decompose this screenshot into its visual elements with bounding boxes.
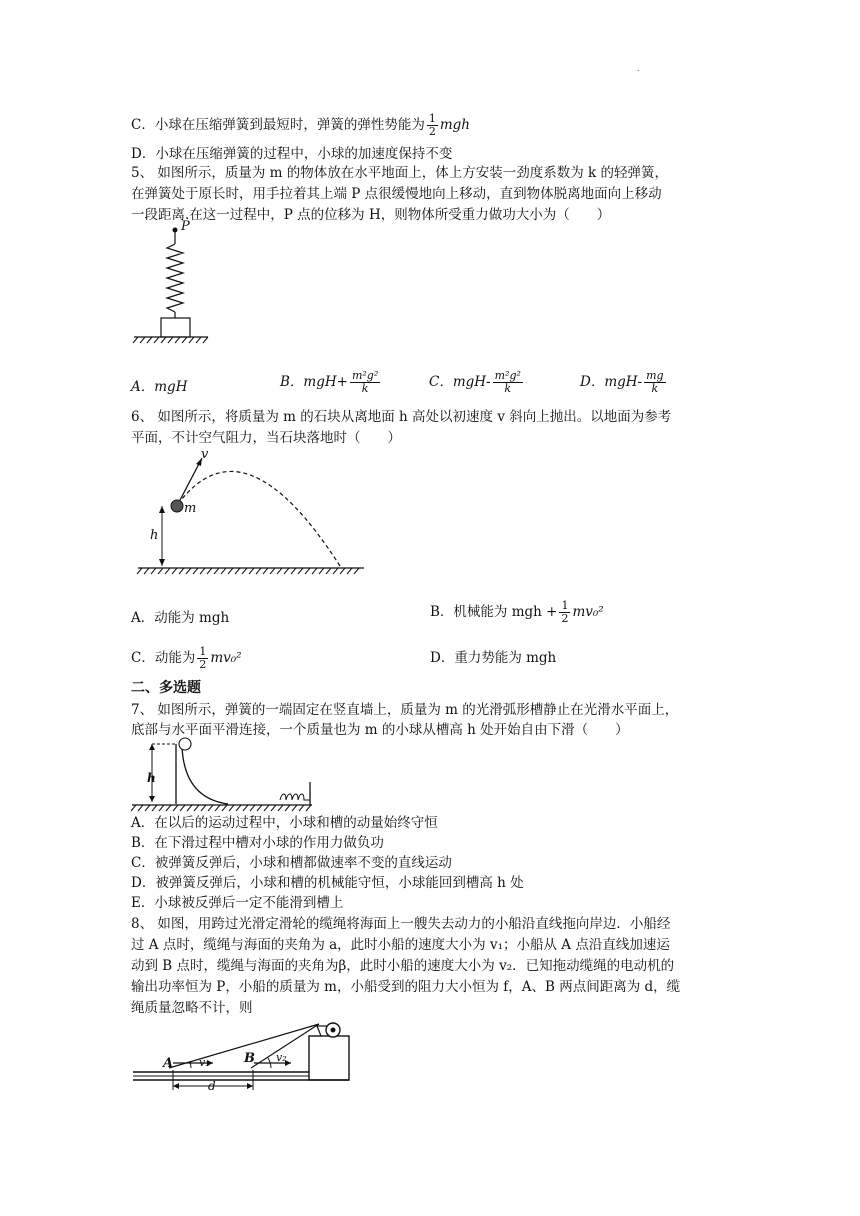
ground-hatch-line xyxy=(235,568,240,574)
q4-option-c-suffix: mgh xyxy=(439,117,470,133)
q7-groove-spring-figure xyxy=(132,738,322,810)
q6-fig-label-h: h xyxy=(150,528,159,543)
q7-option-e: E．小球被反弹后一定不能滑到槽上 xyxy=(131,895,344,911)
ground-hatch-line xyxy=(151,568,156,574)
ground-hatch-line xyxy=(208,805,213,811)
q4-option-c xyxy=(131,113,470,138)
q4-option-d: D．小球在压缩弹簧的过程中，小球的加速度保持不变 xyxy=(131,146,453,162)
ground-hatch-line xyxy=(172,568,177,574)
ground-hatch-line xyxy=(137,568,142,574)
ground-hatch-line xyxy=(291,568,296,574)
q8-stem-line4: 输出功率恒为 P，小船的质量为 m，小船受到的阻力大小恒为 f，A、B 两点间距离为 d，缆 xyxy=(131,979,681,995)
q8-fig-label-d: d xyxy=(208,1079,216,1093)
ground-hatch-line xyxy=(221,568,226,574)
q8-fig-label-a: A xyxy=(163,1056,174,1071)
ground-hatch-line xyxy=(277,568,282,574)
ground-hatch-line xyxy=(243,805,248,811)
ground-hatch-line xyxy=(256,568,261,574)
ground-hatch-line xyxy=(263,568,268,574)
ground-hatch-line xyxy=(201,805,206,811)
q5-stem-line1: 5、 如图所示，质量为 m 的物体放在水平地面上，体上方安装一劲度系数为 k 的轻弹簧， xyxy=(131,165,669,181)
ground-hatch-line xyxy=(340,568,345,574)
q6-stem-line2: 平面，不计空气阻力，当石块落地时（ ） xyxy=(131,430,401,446)
section-heading-multiple-choice: 二、多选题 xyxy=(131,680,201,696)
ground-hatch-line xyxy=(257,805,262,811)
ground-hatch-line xyxy=(319,568,324,574)
ground-hatch-line xyxy=(166,805,171,811)
ground-hatch-line xyxy=(214,568,219,574)
q7-option-d: D．被弹簧反弹后，小球和槽的机械能守恒，小球能回到槽高 h 处 xyxy=(131,875,524,891)
ground-hatch-line xyxy=(236,805,241,811)
q7-stem-line1: 7、 如图所示，弹簧的一端固定在竖直墙上，质量为 m 的光滑弧形槽静止在光滑水平面上， xyxy=(131,702,679,718)
q6-option-a: A．动能为 mgh xyxy=(131,610,230,626)
ground-hatch-line xyxy=(354,568,359,574)
q6-projectile-figure xyxy=(134,446,374,576)
ground-hatch-line xyxy=(271,805,276,811)
ground-hatch-line xyxy=(306,805,311,811)
ground-hatch-line xyxy=(186,568,191,574)
ground-hatch-line xyxy=(250,805,255,811)
ground-hatch-line xyxy=(173,805,178,811)
ground-hatch-line xyxy=(215,805,220,811)
q8-stem-line1: 8、 如图，用跨过光滑定滑轮的缆绳将海面上一艘失去动力的小船沿直线拖向岸边．小船经 xyxy=(131,916,671,932)
ground-hatch-line xyxy=(207,568,212,574)
ground-hatch-line xyxy=(299,805,304,811)
header-mark: . xyxy=(637,64,640,73)
ground-hatch-line xyxy=(347,568,352,574)
ground-hatch-line xyxy=(194,805,199,811)
q5-spring-figure xyxy=(130,222,210,350)
q6-stem-line1: 6、 如图所示，将质量为 m 的石块从离地面 h 高处以初速度 v 斜向上抛出。以地面为参考 xyxy=(131,409,672,425)
q6-option-c: C．动能为 $\frac{1}{2}$ mv₀² xyxy=(131,645,242,671)
ground-hatch-line xyxy=(326,568,331,574)
ground-hatch-line xyxy=(138,805,143,811)
ground-hatch-line xyxy=(144,568,149,574)
q6-fig-label-v: v xyxy=(201,447,209,462)
q4-option-c-text: C．小球在压缩弹簧到最短时，弹簧的弹性势能为 xyxy=(131,117,425,133)
ground-hatch-line xyxy=(159,805,164,811)
ground-hatch-line xyxy=(193,568,198,574)
q6-option-b: B．机械能为 mgh + $\frac{1}{2}$ mv₀² xyxy=(430,599,604,625)
ground-hatch-line xyxy=(145,805,150,811)
q8-stem-line5: 绳质量忽略不计，则 xyxy=(131,1000,253,1016)
q5-stem-line2: 在弹簧处于原长时，用手拉着其上端 P 点很缓慢地向上移动，直到物体脱离地面向上移动 xyxy=(131,186,662,202)
q5-option-a: A．mgH xyxy=(131,379,188,395)
q7-stem-line2: 底部与水平面平滑连接，一个质量也为 m 的小球从槽高 h 处开始自由下滑（ ） xyxy=(131,722,629,738)
q7-option-a: A．在以后的运动过程中，小球和槽的动量始终守恒 xyxy=(131,815,438,831)
ground-hatch-line xyxy=(278,805,283,811)
q8-stem-line3: 动到 B 点时，缆绳与海面的夹角为β，此时小船的速度大小为 v₂．已知拖动缆绳的电动机的 xyxy=(131,958,675,974)
q5-fig-label-p: P xyxy=(181,219,190,234)
q6-option-d: D．重力势能为 mgh xyxy=(430,650,557,666)
q4-option-c-fraction: $\frac{1}{2}$ xyxy=(428,112,436,138)
ground-hatch-line xyxy=(264,805,269,811)
ground-hatch-line xyxy=(305,568,310,574)
ground-hatch-line xyxy=(270,568,275,574)
ground-hatch-line xyxy=(284,568,289,574)
ground-hatch-line xyxy=(158,568,163,574)
ground-hatch-line xyxy=(249,568,254,574)
q6-fig-label-m: m xyxy=(184,501,197,516)
q5-stem-line3: 一段距离.在这一过程中，P 点的位移为 H，则物体所受重力做功大小为（ ） xyxy=(131,207,611,223)
q7-fig-label-h: h xyxy=(147,771,156,785)
ground-hatch-line xyxy=(187,805,192,811)
ground-hatch-line xyxy=(180,805,185,811)
ground-hatch-line xyxy=(242,568,247,574)
q8-fig-label-v1: v₁ xyxy=(199,1056,210,1069)
ground-hatch-line xyxy=(179,568,184,574)
q8-fig-label-b: B xyxy=(244,1051,255,1066)
ground-hatch-line xyxy=(333,568,338,574)
ground-hatch-line xyxy=(292,805,297,811)
ground-hatch-line xyxy=(152,805,157,811)
ground-hatch-line xyxy=(312,568,317,574)
ground-hatch-line xyxy=(228,568,233,574)
ground-hatch-line xyxy=(229,805,234,811)
ground-hatch-line xyxy=(285,805,290,811)
ground-hatch-line xyxy=(298,568,303,574)
q7-option-b: B．在下滑过程中槽对小球的作用力做负功 xyxy=(131,835,384,851)
q5-option-d: D．mgH- $\frac{mg}{k}$ xyxy=(580,369,664,395)
ground-hatch-line xyxy=(200,568,205,574)
q5-option-b: B．mgH+ $\frac{\text{m²g²}}{k}$ xyxy=(280,369,379,395)
ground-hatch-line xyxy=(131,805,136,811)
ground-hatch-line xyxy=(222,805,227,811)
q8-stem-line2: 过 A 点时，缆绳与海面的夹角为 a，此时小船的速度大小为 v₁；小船从 A 点沿直线加速运 xyxy=(131,937,670,953)
q5-option-c: C．mgH- $\frac{\text{m²g²}}{k}$ xyxy=(429,369,521,395)
q8-fig-label-v2: v₂ xyxy=(276,1051,287,1064)
ground-hatch-line xyxy=(165,568,170,574)
q7-option-c: C．被弹簧反弹后，小球和槽都做速率不变的直线运动 xyxy=(131,855,452,871)
